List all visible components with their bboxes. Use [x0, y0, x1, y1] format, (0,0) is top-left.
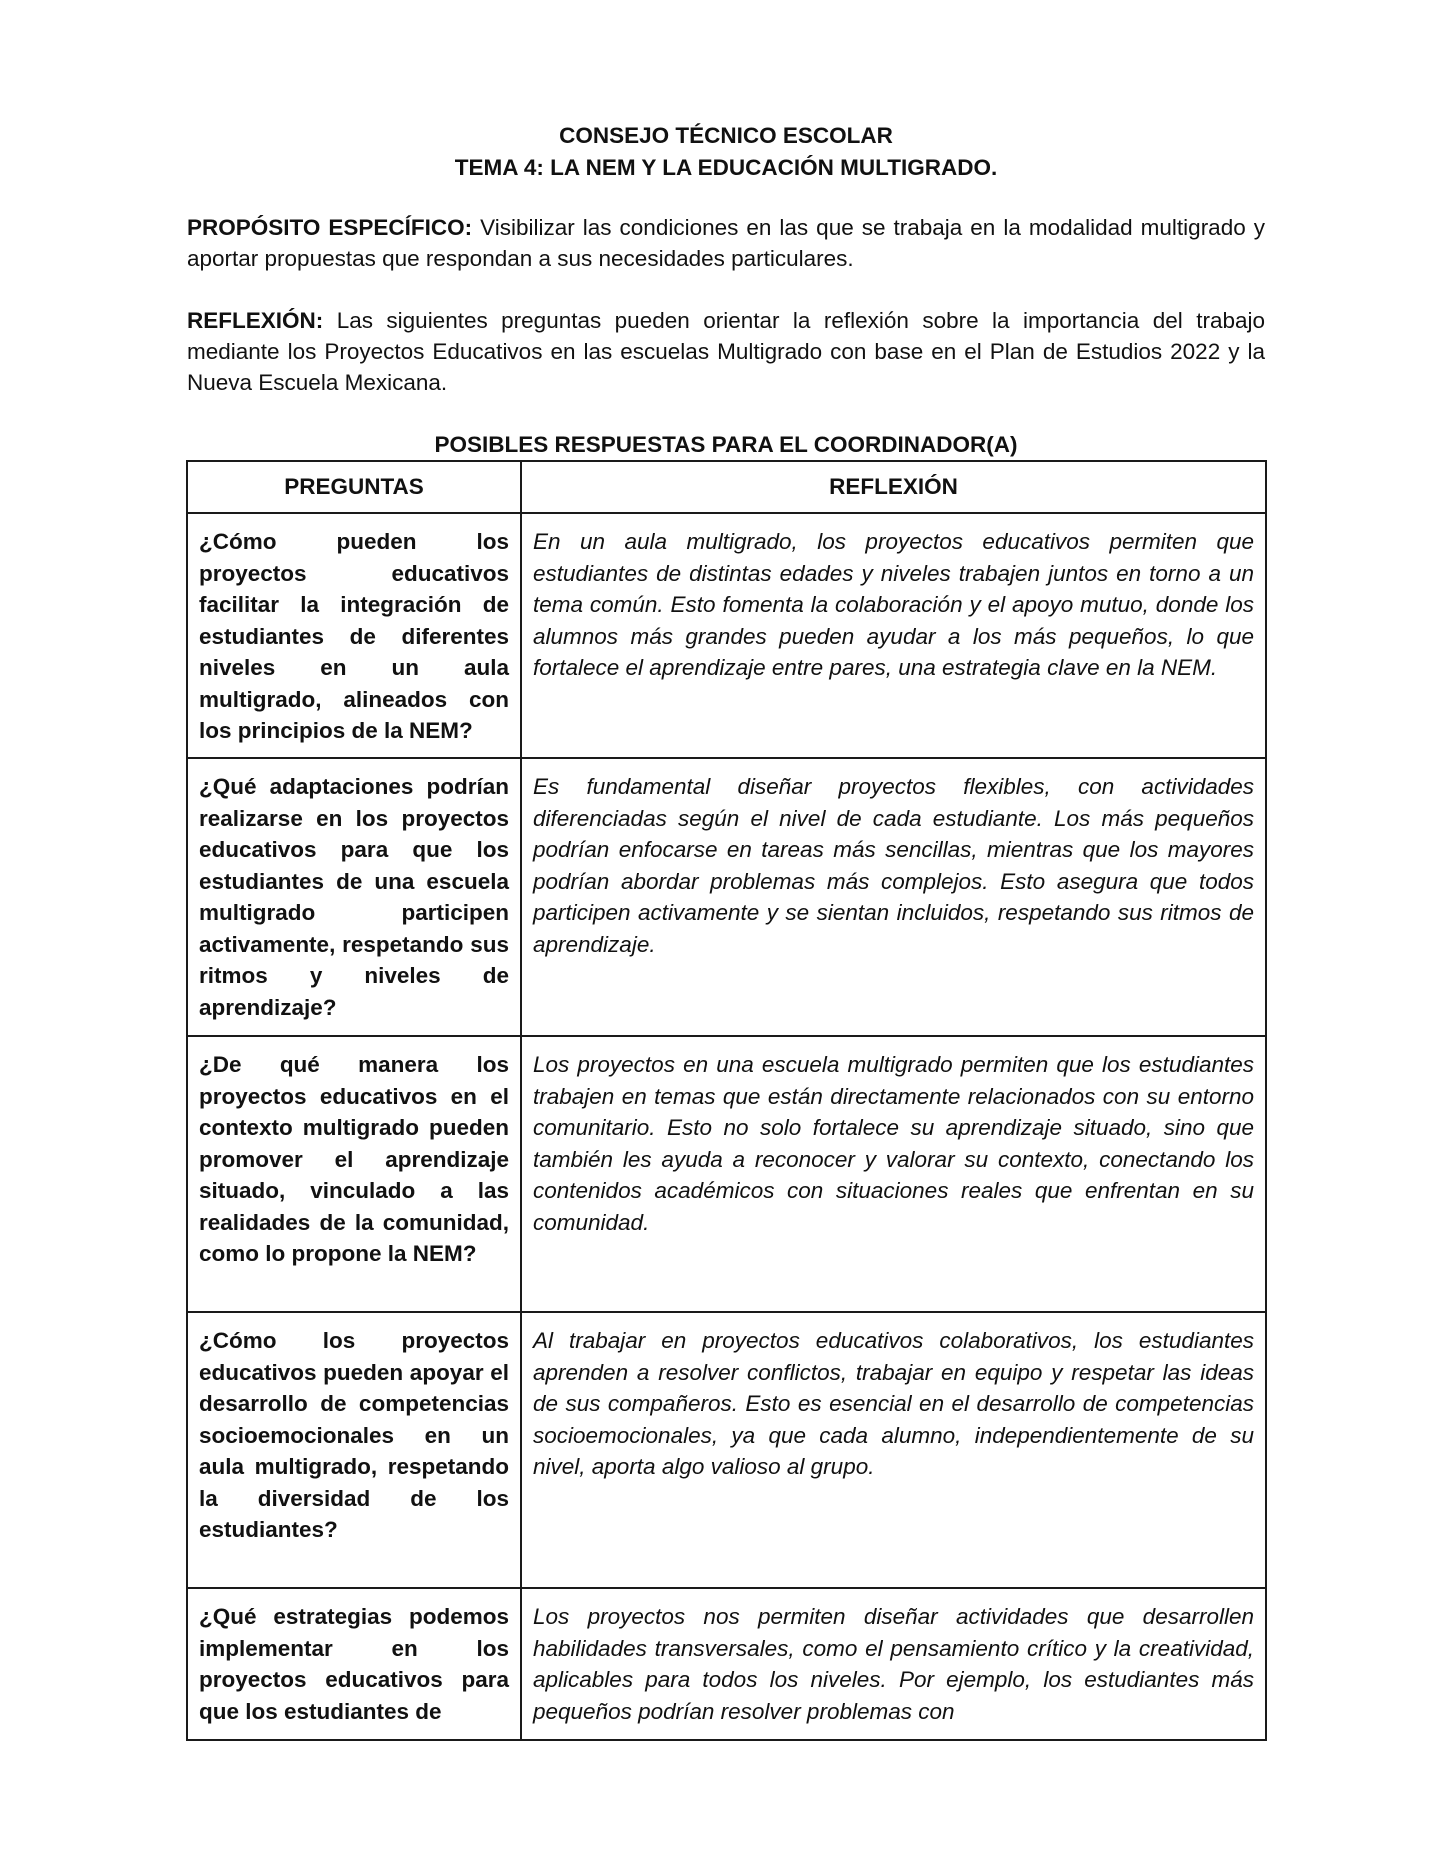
- document-title: CONSEJO TÉCNICO ESCOLAR: [559, 123, 893, 148]
- column-header-reflexion: REFLEXIÓN: [521, 461, 1266, 513]
- proposito-label: PROPÓSITO ESPECÍFICO:: [187, 215, 473, 240]
- reflection-cell: Los proyectos nos permiten diseñar actividades que desarrollen habilidades transversales, como el pensamiento crítico y la creatividad, aplicables para todos los niveles. Por ejemplo, los estudiantes más pequeños podrían resolver problemas con: [521, 1588, 1266, 1740]
- table-row: [187, 1312, 1266, 1588]
- column-header-preguntas: PREGUNTAS: [187, 461, 521, 513]
- document-page: [187, 120, 1265, 1741]
- reflexion-label: REFLEXIÓN:: [187, 308, 324, 333]
- reflection-cell: Es fundamental diseñar proyectos flexibles, con actividades diferenciadas según el nivel de cada estudiante. Los más pequeños podrían enfocarse en tareas más sencillas, mientras que los mayores podrían abordar problemas más complejos. Esto asegura que todos participen activamente y se sientan incluidos, respetando sus ritmos de aprendizaje.: [521, 758, 1266, 1036]
- question-cell: ¿Qué estrategias podemos implementar en los proyectos educativos para que los estudiantes de: [187, 1588, 521, 1740]
- question-cell: ¿Cómo los proyectos educativos pueden apoyar el desarrollo de competencias socioemocionales en un aula multigrado, respetando la diversidad de los estudiantes?: [187, 1312, 521, 1588]
- question-cell: ¿Cómo pueden los proyectos educativos facilitar la integración de estudiantes de diferentes niveles en un aula multigrado, alineados con los principios de la NEM?: [187, 513, 521, 758]
- table-row: [187, 1588, 1266, 1740]
- table-row: [187, 1036, 1266, 1312]
- title-block: [187, 120, 1265, 184]
- reflection-cell: Los proyectos en una escuela multigrado permiten que los estudiantes trabajen en temas que están directamente relacionados con su entorno comunitario. Esto no solo fortalece su aprendizaje situado, sino que también les ayuda a reconocer y valorar su contexto, conectando los contenidos académicos con situaciones reales que enfrentan en su comunidad.: [521, 1036, 1266, 1312]
- proposito-text: Visibilizar las condiciones en las que se trabaja en la modalidad multigrado y aportar propuestas que respondan a sus necesidades particulares.: [187, 215, 1265, 271]
- table-row: [187, 513, 1266, 758]
- table-caption: POSIBLES RESPUESTAS PARA EL COORDINADOR(A): [434, 432, 1018, 457]
- reflection-cell: En un aula multigrado, los proyectos educativos permiten que estudiantes de distintas edades y niveles trabajen juntos en torno a un tema común. Esto fomenta la colaboración y el apoyo mutuo, donde los alumnos más grandes pueden ayudar a los más pequeños, lo que fortalece el aprendizaje entre pares, una estrategia clave en la NEM.: [521, 513, 1266, 758]
- proposito-paragraph: [187, 212, 1265, 274]
- document-subtitle: TEMA 4: LA NEM Y LA EDUCACIÓN MULTIGRADO.: [454, 155, 998, 180]
- question-cell: ¿De qué manera los proyectos educativos en el contexto multigrado pueden promover el aprendizaje situado, vinculado a las realidades de la comunidad, como lo propone la NEM?: [187, 1036, 521, 1312]
- question-cell: ¿Qué adaptaciones podrían realizarse en los proyectos educativos para que los estudiantes de una escuela multigrado participen activamente, respetando sus ritmos y niveles de aprendizaje?: [187, 758, 521, 1036]
- responses-table: [186, 460, 1267, 1741]
- reflection-cell: Al trabajar en proyectos educativos colaborativos, los estudiantes aprenden a resolver conflictos, trabajar en equipo y respetar las ideas de sus compañeros. Esto es esencial en el desarrollo de competencias socioemocionales, ya que cada alumno, independientemente de su nivel, aporta algo valioso al grupo.: [521, 1312, 1266, 1588]
- table-row: [187, 758, 1266, 1036]
- reflexion-paragraph: [187, 305, 1265, 398]
- reflexion-text: Las siguientes preguntas pueden orientar la reflexión sobre la importancia del trabajo mediante los Proyectos Educativos en las escuelas Multigrado con base en el Plan de Estudios 2022 y la Nueva Escuela Mexicana.: [187, 308, 1265, 395]
- table-header-row: [187, 461, 1266, 513]
